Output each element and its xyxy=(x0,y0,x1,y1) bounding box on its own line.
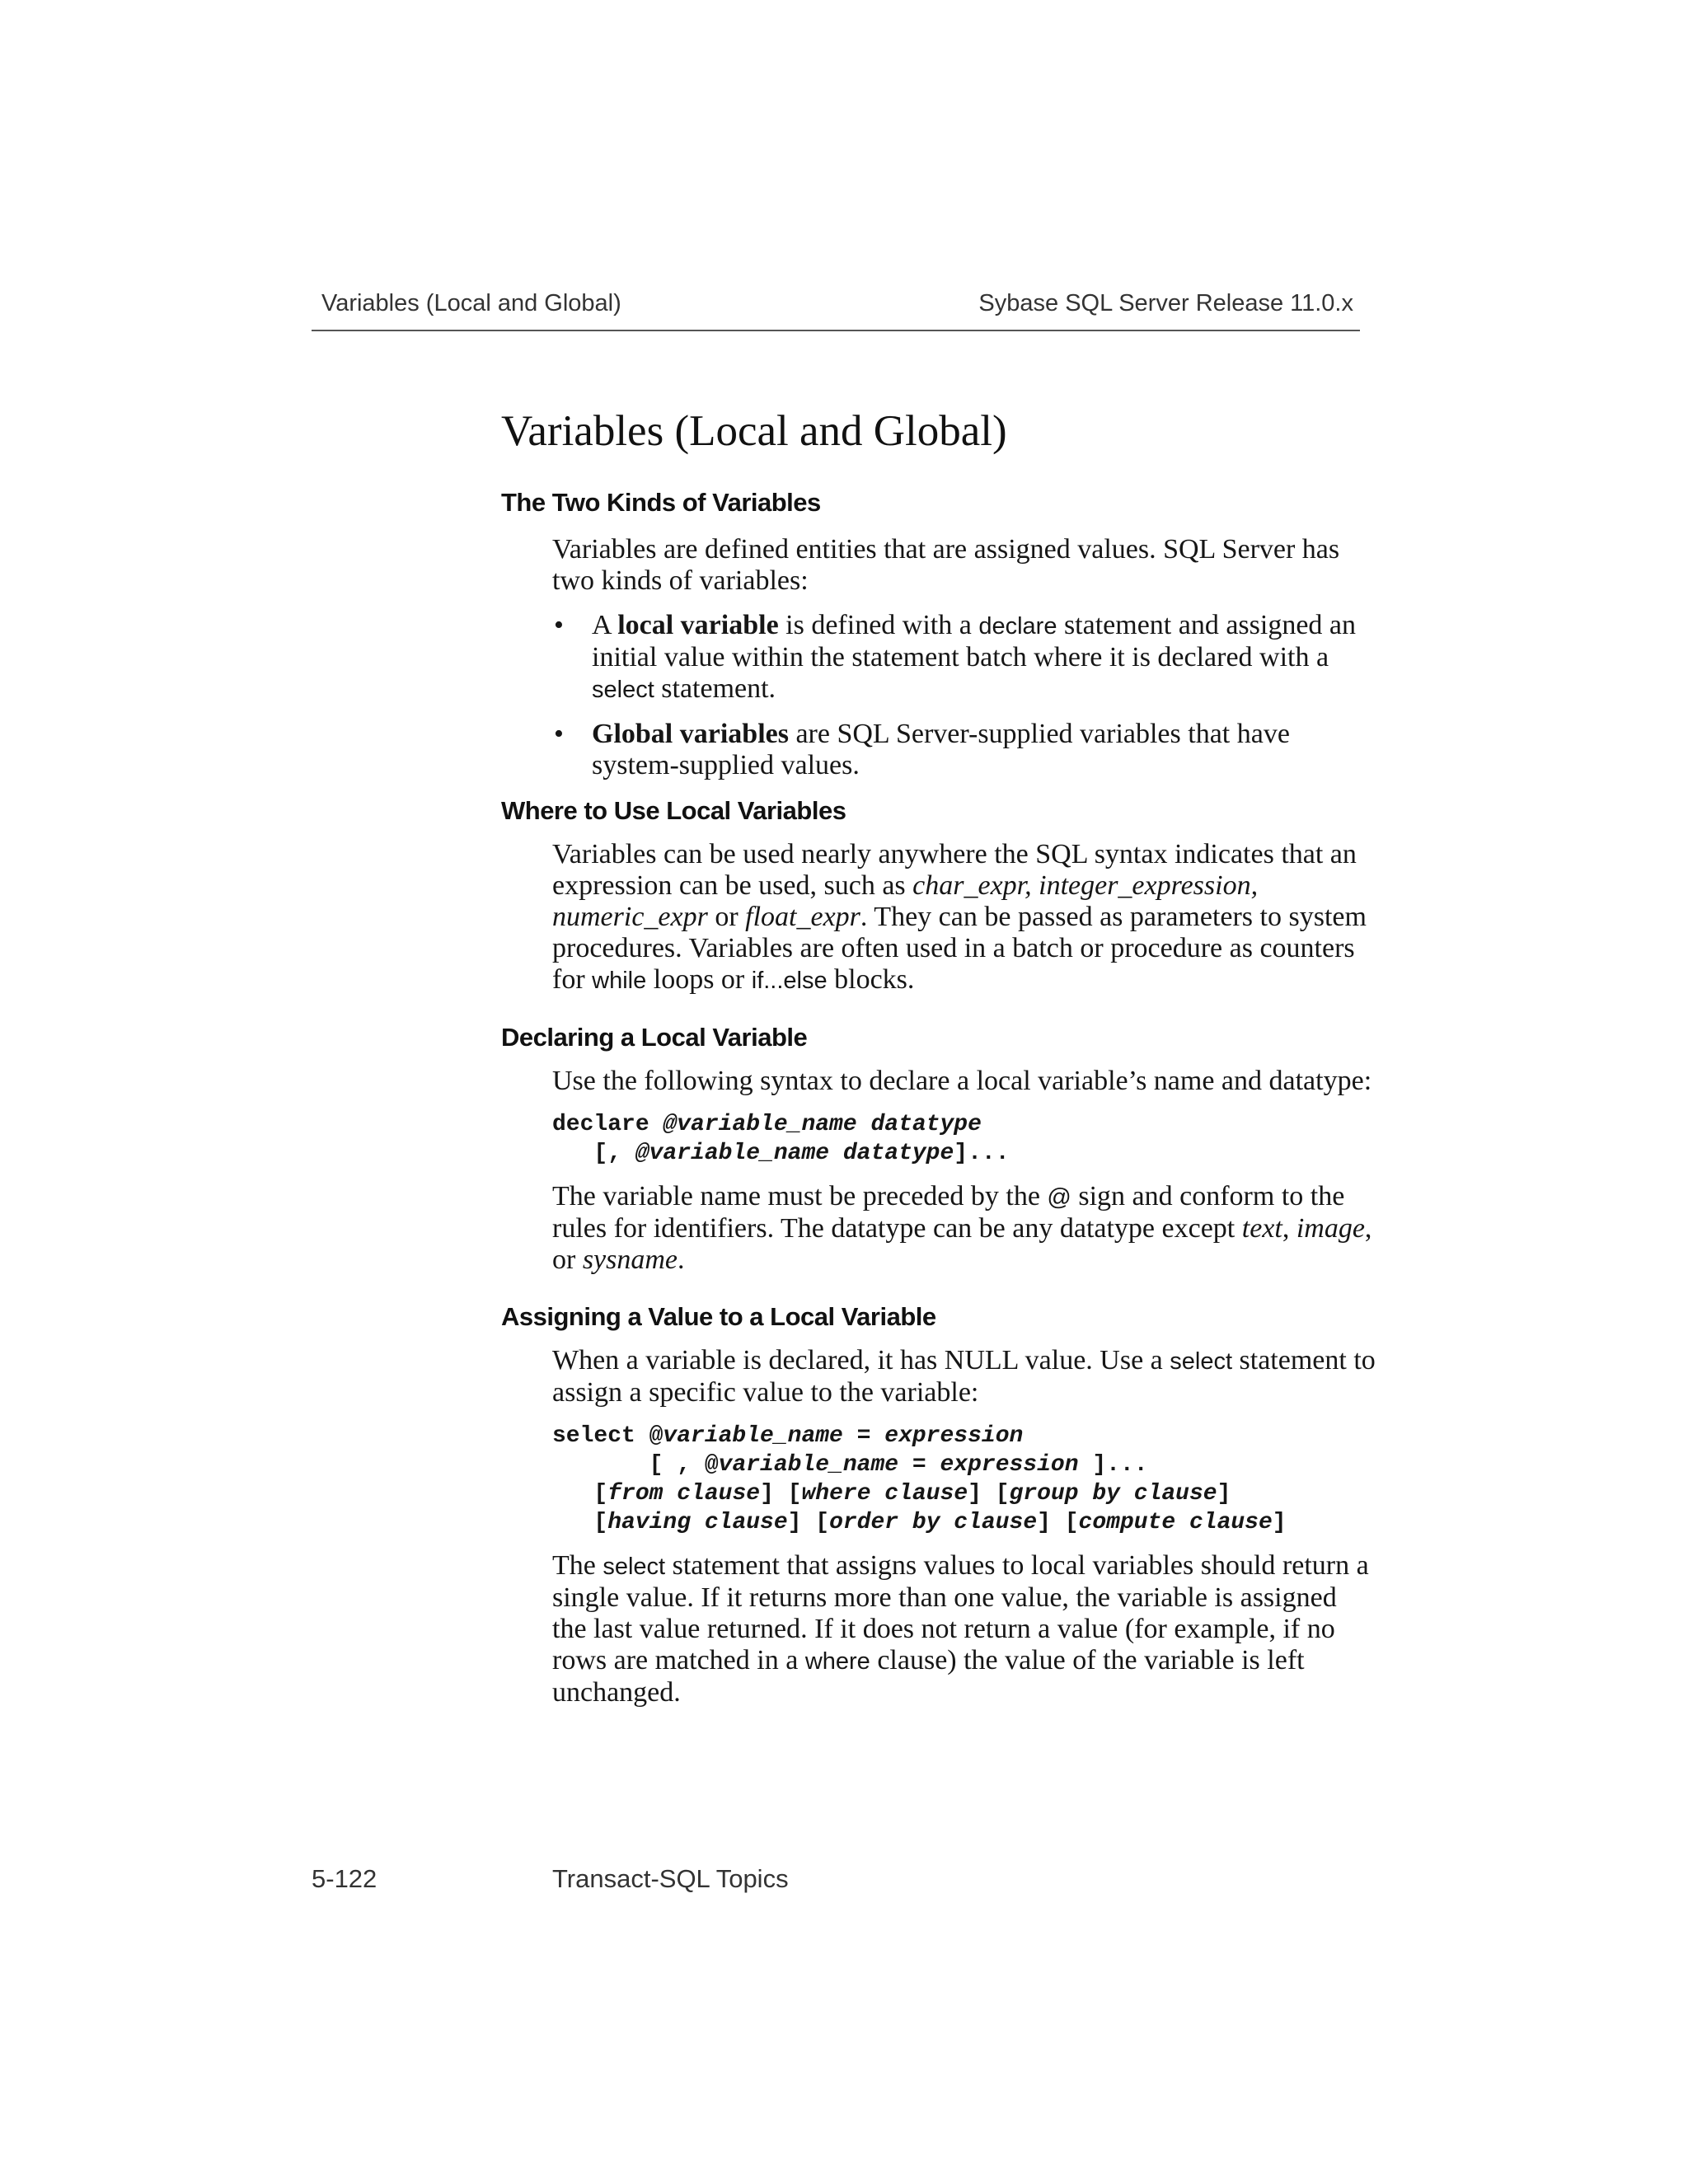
text-run: sign and conform to the rules for identifiers. The datatype can be any datatype except xyxy=(552,1181,1345,1244)
heading-two-kinds: The Two Kinds of Variables xyxy=(501,488,821,517)
code-placeholder: variable_name = expression xyxy=(718,1452,1079,1478)
code-run: ]... xyxy=(954,1141,1010,1166)
keyword-where: where xyxy=(804,1648,870,1675)
where-to-use-paragraph xyxy=(552,839,1376,996)
page-number: 5-122 xyxy=(312,1864,377,1893)
text-run: , or xyxy=(552,1213,1372,1275)
declaring-rules-paragraph xyxy=(552,1181,1376,1276)
code-placeholder: having clause xyxy=(607,1510,788,1535)
code-run: ] xyxy=(1272,1510,1287,1535)
header-section-title: Variables (Local and Global) xyxy=(321,290,621,316)
keyword-if-else: if...else xyxy=(751,968,828,994)
term-global-variables: Global variables xyxy=(592,719,789,749)
code-run: ]... xyxy=(1078,1452,1148,1478)
code-run: ] [ xyxy=(1037,1510,1079,1535)
heading-assigning: Assigning a Value to a Local Variable xyxy=(501,1302,936,1331)
code-placeholder: variable_name = expression xyxy=(663,1423,1024,1449)
italic-run: sysname xyxy=(582,1244,678,1275)
code-placeholder: compute clause xyxy=(1078,1510,1273,1535)
list-item xyxy=(552,719,1376,781)
keyword-select: select xyxy=(1170,1348,1233,1375)
code-run: [ , @ xyxy=(552,1452,719,1478)
header-product-release: Sybase SQL Server Release 11.0.x xyxy=(978,290,1353,316)
code-run: ] [ xyxy=(787,1510,830,1535)
text-run: statement. xyxy=(654,673,776,704)
section-two-kinds xyxy=(552,534,1376,781)
main-content xyxy=(501,402,1375,1708)
section-assigning xyxy=(552,1345,1376,1708)
at-sign: @ xyxy=(1047,1184,1071,1211)
text-run: statement that assigns values to local variables should return a single value. If it returns more than one value, the variable is assigned the last value returned. If it does not return a value (for example, if no rows are matched in a xyxy=(552,1550,1369,1675)
text-run: clause) the value of the variable is left unchanged. xyxy=(552,1645,1305,1708)
declaring-intro: Use the following syntax to declare a local variable’s name and datatype: xyxy=(552,1066,1372,1096)
section-declaring xyxy=(552,1066,1376,1276)
code-placeholder: group by clause xyxy=(1009,1481,1217,1507)
section-where-to-use xyxy=(552,839,1376,996)
variable-kinds-list xyxy=(552,610,1376,781)
code-placeholder: @variable_name datatype xyxy=(635,1141,954,1166)
code-run: declare xyxy=(552,1112,663,1137)
code-placeholder: where clause xyxy=(801,1481,968,1507)
text-run: A xyxy=(592,610,618,640)
assigning-intro xyxy=(552,1345,1376,1408)
text-run: loops or xyxy=(646,964,752,995)
heading-declaring: Declaring a Local Variable xyxy=(501,1023,808,1052)
bullet-icon: • xyxy=(554,719,564,749)
footer-chapter-title: Transact-SQL Topics xyxy=(552,1864,789,1893)
text-run: The xyxy=(552,1550,603,1581)
page-title: Variables (Local and Global) xyxy=(501,407,1007,455)
code-run: [ xyxy=(552,1510,608,1535)
declare-syntax-code xyxy=(552,1110,1376,1168)
code-run: ] [ xyxy=(760,1481,802,1507)
keyword-select: select xyxy=(603,1554,666,1580)
text-run: . xyxy=(678,1244,685,1275)
code-placeholder: @variable_name datatype xyxy=(663,1112,982,1137)
text-run: is defined with a xyxy=(778,610,979,640)
running-header xyxy=(312,290,1360,331)
code-run: ] xyxy=(1217,1481,1231,1507)
keyword-declare: declare xyxy=(978,613,1057,640)
code-run: [ xyxy=(552,1481,608,1507)
italic-run: text xyxy=(1241,1213,1282,1244)
italic-run: char_expr, integer_expression, numeric_expr xyxy=(552,870,1259,932)
text-run: When a variable is declared, it has NULL value. Use a xyxy=(552,1345,1170,1376)
heading-where-to-use: Where to Use Local Variables xyxy=(501,796,846,825)
assigning-result-paragraph xyxy=(552,1550,1376,1708)
code-run: [, xyxy=(552,1141,635,1166)
term-local-variable: local variable xyxy=(617,610,779,640)
keyword-select: select xyxy=(592,677,654,703)
two-kinds-intro: Variables are defined entities that are assigned values. SQL Server has two kinds of variables: xyxy=(552,534,1340,596)
running-footer xyxy=(312,1864,1360,1897)
keyword-while: while xyxy=(592,968,647,994)
text-run: Variables can be used nearly anywhere the SQL syntax indicates that an expression can be used, such as xyxy=(552,839,1357,901)
text-run: statement to assign a specific value to the variable: xyxy=(552,1345,1376,1408)
italic-run: float_expr xyxy=(745,902,860,932)
select-syntax-code xyxy=(552,1422,1376,1537)
text-run: statement and assigned an initial value within the statement batch where it is declared with a xyxy=(592,610,1357,673)
code-placeholder: from clause xyxy=(607,1481,761,1507)
bullet-icon: • xyxy=(554,610,564,640)
code-run: select @ xyxy=(552,1423,663,1449)
code-placeholder: order by clause xyxy=(829,1510,1038,1535)
text-run: The variable name must be preceded by the xyxy=(552,1181,1048,1212)
italic-run: image xyxy=(1296,1213,1365,1244)
text-run: blocks. xyxy=(827,964,915,995)
text-run: or xyxy=(707,902,746,932)
list-item xyxy=(552,610,1376,705)
text-run: , xyxy=(1282,1213,1296,1244)
text-run: are SQL Server-supplied variables that have system-supplied values. xyxy=(592,719,1290,780)
code-run: ] [ xyxy=(968,1481,1010,1507)
text-run: . They can be passed as parameters to system procedures. Variables are often used in a batch or procedure as counters for xyxy=(552,902,1367,995)
